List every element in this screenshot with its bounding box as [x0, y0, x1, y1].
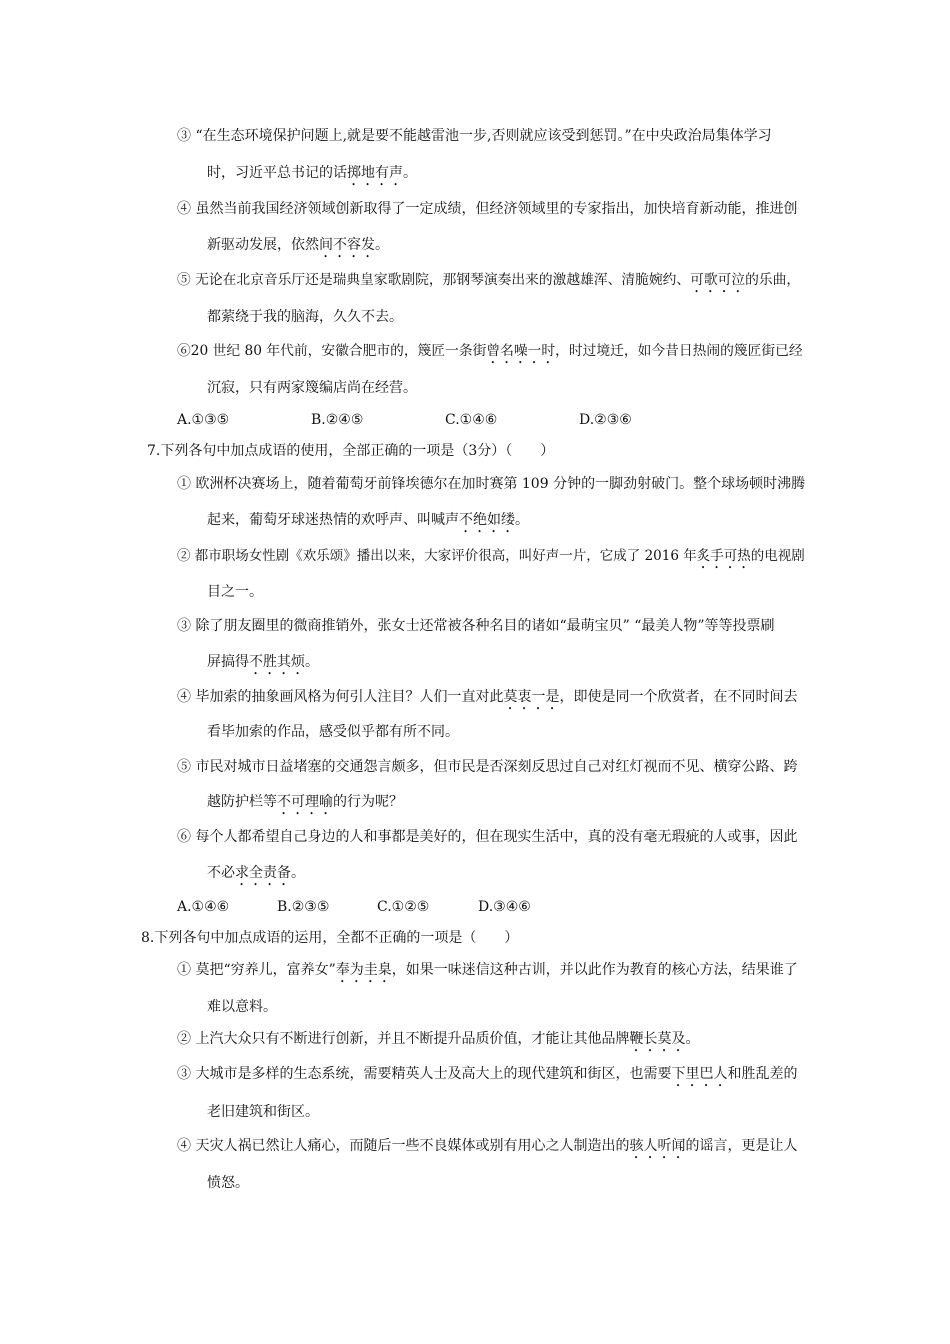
q6-item-3-line-2: 时，习近平总书记的话掷地有声。 — [207, 165, 417, 181]
idiom-emphasis: 炙手可热 — [696, 548, 751, 564]
option-d[interactable]: D.②③⑥ — [579, 412, 632, 428]
q8-item-3-line-1: ③ 大城市是多样的生态系统，需要精英人士及高大上的现代建筑和街区，也需要下里巴人和胜乱差的 — [177, 1066, 798, 1082]
idiom-emphasis: 奉为圭臬 — [335, 962, 392, 978]
idiom-emphasis: 莫衷一是 — [503, 689, 560, 705]
q6-item-4-line-1: ④ 虽然当前我国经济领域创新取得了一定成绩，但经济领域里的专家指出，加快培育新动能，推进创 — [177, 201, 798, 217]
idiom-emphasis: 下里巴人 — [671, 1066, 728, 1082]
q8-item-2-line-1: ② 上汽大众只有不断进行创新，并且不断提升品质价值，才能让其他品牌鞭长莫及。 — [177, 1031, 700, 1047]
q6-item-6-line-2: 沉寂，只有两家篾编店尚在经营。 — [207, 380, 417, 396]
idiom-emphasis: 间不容发 — [319, 237, 375, 253]
q6-item-5-line-1: ⑤ 无论在北京音乐厅还是瑞典皇家歌剧院，那钢琴演奏出来的激越雄浑、清脆婉约、可歌可泣的乐曲， — [177, 272, 801, 288]
idiom-emphasis: 掷地有声 — [347, 165, 403, 181]
q7-item-4-line-2: 看毕加索的作品，感受似乎都有所不同。 — [207, 724, 459, 740]
q7-item-2-line-1: ② 都市职场女性剧《欢乐颂》播出以来，大家评价很高，叫好声一片，它成了 2016 年炙手可热的电视剧 — [177, 548, 805, 564]
q7-stem: 7.下列各句中加点成语的使用，全部正确的一项是（3分）（ ） — [147, 443, 555, 459]
q8-stem: 8.下列各句中加点成语的运用，全都不正确的一项是（ ） — [141, 930, 519, 946]
q7-item-6-line-1: ⑥ 每个人都希望自己身边的人和事都是美好的，但在现实生活中，真的没有毫无瑕疵的人或事，因此 — [177, 829, 798, 845]
q6-item-3-line-1: ③ “在生态环境保护问题上,就是要不能越雷池一步,否则就应该受到惩罚。”在中央政治局集体学习 — [177, 128, 772, 144]
q8-item-1-line-1: ① 莫把“穷养儿，富养女”奉为圭臬，如果一味迷信这种古训，并以此作为教育的核心方法，结果谁了 — [177, 962, 798, 978]
idiom-emphasis: 鞭长莫及 — [629, 1031, 686, 1047]
idiom-emphasis: 骇人听闻 — [629, 1138, 686, 1154]
q7-item-1-line-2: 起来，葡萄牙球迷热情的欢呼声、叫喊声不绝如缕。 — [207, 512, 529, 528]
q8-item-4-line-1: ④ 天灾人祸已然让人痛心，而随后一些不良媒体或别有用心之人制造出的骇人听闻的谣言，更是让人 — [177, 1138, 798, 1154]
q7-item-1-line-1: ① 欧洲杯决赛场上，随着葡萄牙前锋埃德尔在加时赛第 109 分钟的一脚劲射破门。整个球场顿时沸腾 — [177, 476, 806, 492]
option-b[interactable]: B.②③⑤ — [277, 899, 330, 915]
q8-item-4-line-2: 愤怒。 — [207, 1175, 249, 1191]
q7-item-4-line-1: ④ 毕加索的抽象画风格为何引人注目？人们一直对此莫衷一是，即使是同一个欣赏者，在不同时间去 — [177, 689, 798, 705]
q7-item-3-line-1: ③ 除了朋友圈里的微商推销外，张女士还常被各种名目的诸如“最萌宝贝” “最美人物”等等投票刷 — [177, 618, 775, 634]
q7-item-5-line-2: 越防护栏等不可理喻的行为呢？ — [207, 794, 403, 810]
q7-options — [177, 897, 577, 917]
q7-item-6-line-2: 不必求全责备。 — [207, 865, 305, 881]
idiom-emphasis: 不绝如缕 — [459, 512, 515, 528]
q8-item-1-line-2: 难以意料。 — [207, 999, 277, 1015]
option-c[interactable]: C.①④⑥ — [445, 412, 498, 428]
option-a[interactable]: A.①④⑥ — [177, 899, 230, 915]
q7-item-3-line-2: 屏搞得不胜其烦。 — [207, 654, 319, 670]
q6-item-6-line-1: ⑥20 世纪 80 年代前，安徽合肥市的，篾匠一条街曾名噪一时，时过境迁，如今昔日热闹的篾匠街已经 — [177, 343, 803, 359]
idiom-emphasis: 不胜其烦 — [249, 654, 305, 670]
q8-item-3-line-2: 老旧建筑和街区。 — [207, 1104, 319, 1120]
option-b[interactable]: B.②④⑤ — [311, 412, 364, 428]
q6-item-5-line-2: 都萦绕于我的脑海，久久不去。 — [207, 309, 403, 325]
idiom-emphasis: 可歌可泣 — [690, 272, 746, 288]
q6-options — [177, 410, 677, 430]
idiom-emphasis: 求全责备 — [235, 865, 291, 881]
idiom-emphasis: 曾名噪一时 — [486, 343, 556, 359]
option-d[interactable]: D.③④⑥ — [478, 899, 531, 915]
option-c[interactable]: C.①②⑤ — [377, 899, 430, 915]
q7-item-2-line-2: 目之一。 — [207, 584, 263, 600]
q7-item-5-line-1: ⑤ 市民对城市日益堵塞的交通怨言颇多，但市民是否深刻反思过自己对红灯视而不见、横穿公路、跨 — [177, 759, 798, 775]
option-a[interactable]: A.①③⑤ — [177, 412, 230, 428]
q6-item-4-line-2: 新驱动发展，依然间不容发。 — [207, 237, 389, 253]
idiom-emphasis: 不可理喻 — [277, 794, 333, 810]
